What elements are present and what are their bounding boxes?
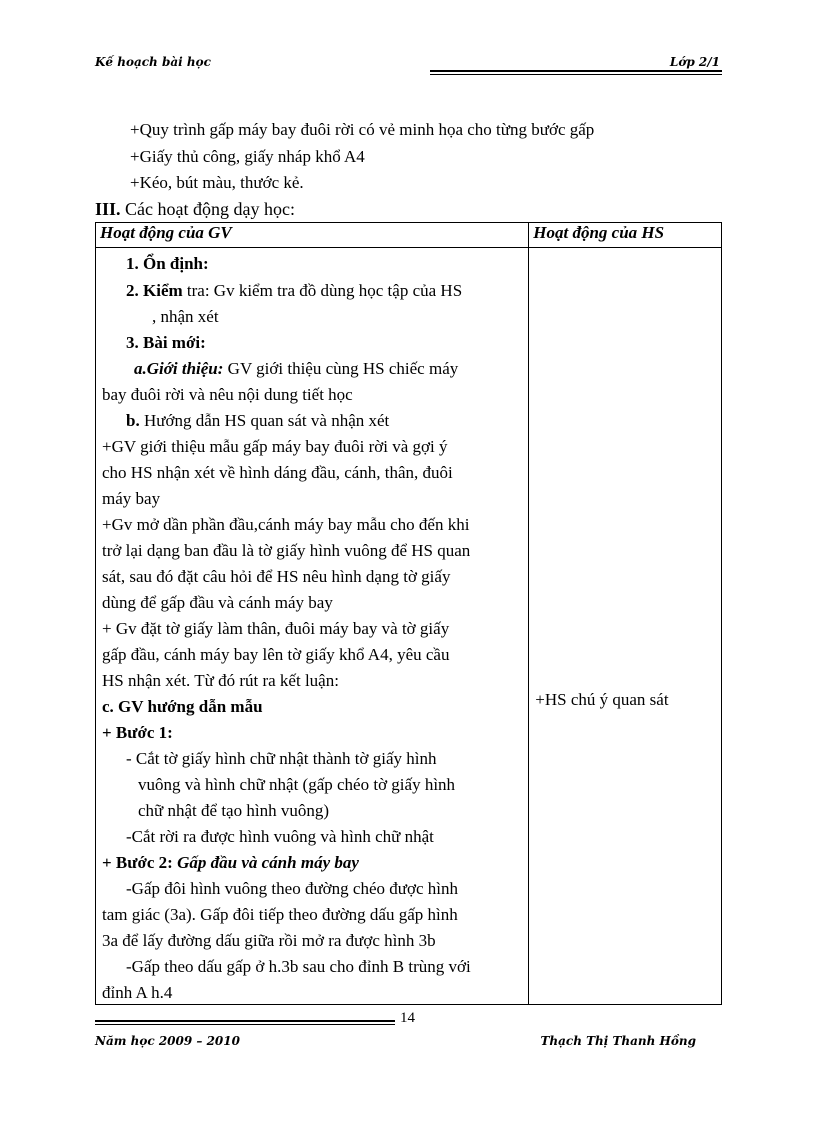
footer-right: Thạch Thị Thanh Hồng [540, 1034, 696, 1048]
header-rule [430, 70, 722, 72]
gv-line: + Gv đặt tờ giấy làm thân, đuôi máy bay và tờ giấy [102, 619, 450, 638]
gv-line: cho HS nhận xét về hình dáng đầu, cánh, thân, đuôi [102, 463, 453, 482]
header-gv: Hoạt động của GV [96, 223, 529, 248]
gv-line: gấp đầu, cánh máy bay lên tờ giấy khổ A4, yêu cầu [102, 645, 450, 664]
gv-line: bay đuôi rời và nêu nội dung tiết học [102, 385, 353, 404]
gv-line: + Bước 1: [102, 723, 173, 742]
gv-line: -Cắt rời ra được hình vuông và hình chữ nhật [126, 827, 434, 846]
gv-line: trở lại dạng ban đầu là tờ giấy hình vuông để HS quan [102, 541, 471, 560]
page-number: 14 [400, 1010, 415, 1026]
intro-line: +Kéo, bút màu, thước kẻ. [130, 173, 304, 192]
gv-line: sát, sau đó đặt câu hỏi để HS nêu hình dạng tờ giấy [102, 567, 451, 586]
gv-line: a.Giới thiệu: GV giới thiệu cùng HS chiếc máy [134, 359, 459, 378]
gv-line: , nhận xét [152, 307, 219, 326]
intro-line: +Giấy thủ công, giấy nháp khổ A4 [130, 147, 365, 166]
gv-line: 1. Ổn định: [126, 254, 209, 273]
gv-line: 3a để lấy đường dấu giữa rồi mở ra được hình 3b [102, 931, 436, 950]
header-right: Lớp 2/1 [669, 55, 720, 69]
gv-line: vuông và hình chữ nhật (gấp chéo tờ giấy hình [138, 775, 456, 794]
gv-activities-cell [96, 248, 529, 1005]
intro-line: +Quy trình gấp máy bay đuôi rời có vẻ minh họa cho từng bước gấp [130, 120, 595, 139]
footer-rule-thin [95, 1024, 395, 1025]
gv-line: c. GV hướng dẫn mẫu [102, 697, 263, 716]
section-number: III. [95, 199, 121, 219]
hs-activities-cell [529, 248, 722, 1005]
gv-line: +GV giới thiệu mẫu gấp máy bay đuôi rời và gợi ý [102, 437, 448, 456]
gv-line: máy bay [102, 489, 161, 508]
gv-line: +Gv mở dần phần đầu,cánh máy bay mẫu cho đến khi [102, 515, 470, 534]
gv-line: 2. Kiểm tra: Gv kiểm tra đồ dùng học tập của HS [126, 281, 463, 300]
footer-rule [95, 1020, 395, 1022]
gv-line: tam giác (3a). Gấp đôi tiếp theo đường dấu gấp hình [102, 905, 458, 924]
gv-line: dùng để gấp đầu và cánh máy bay [102, 593, 333, 612]
gv-line: chữ nhật để tạo hình vuông) [138, 801, 329, 820]
gv-line: -Gấp đôi hình vuông theo đường chéo được hình [126, 879, 458, 898]
header-hs: Hoạt động của HS [529, 223, 722, 248]
footer-left: Năm học 2009 – 2010 [95, 1034, 240, 1048]
gv-line: - Cắt tờ giấy hình chữ nhật thành tờ giấy hình [126, 749, 437, 768]
header-rule-thin [430, 74, 722, 75]
gv-line: 3. Bài mới: [126, 333, 206, 352]
header-left: Kế hoạch bài học [95, 55, 211, 69]
gv-line: đỉnh A h.4 [102, 983, 173, 1002]
activities-table [95, 222, 722, 1005]
gv-line: HS nhận xét. Từ đó rút ra kết luận: [102, 671, 339, 690]
hs-note: +HS chú ý quan sát [535, 690, 669, 709]
section-title [95, 199, 295, 220]
section-text: Các hoạt động dạy học: [125, 199, 295, 219]
gv-line: + Bước 2: Gấp đầu và cánh máy bay [102, 853, 359, 872]
gv-line: -Gấp theo dấu gấp ở h.3b sau cho đỉnh B trùng với [126, 957, 471, 976]
gv-line: b. Hướng dẫn HS quan sát và nhận xét [126, 411, 390, 430]
